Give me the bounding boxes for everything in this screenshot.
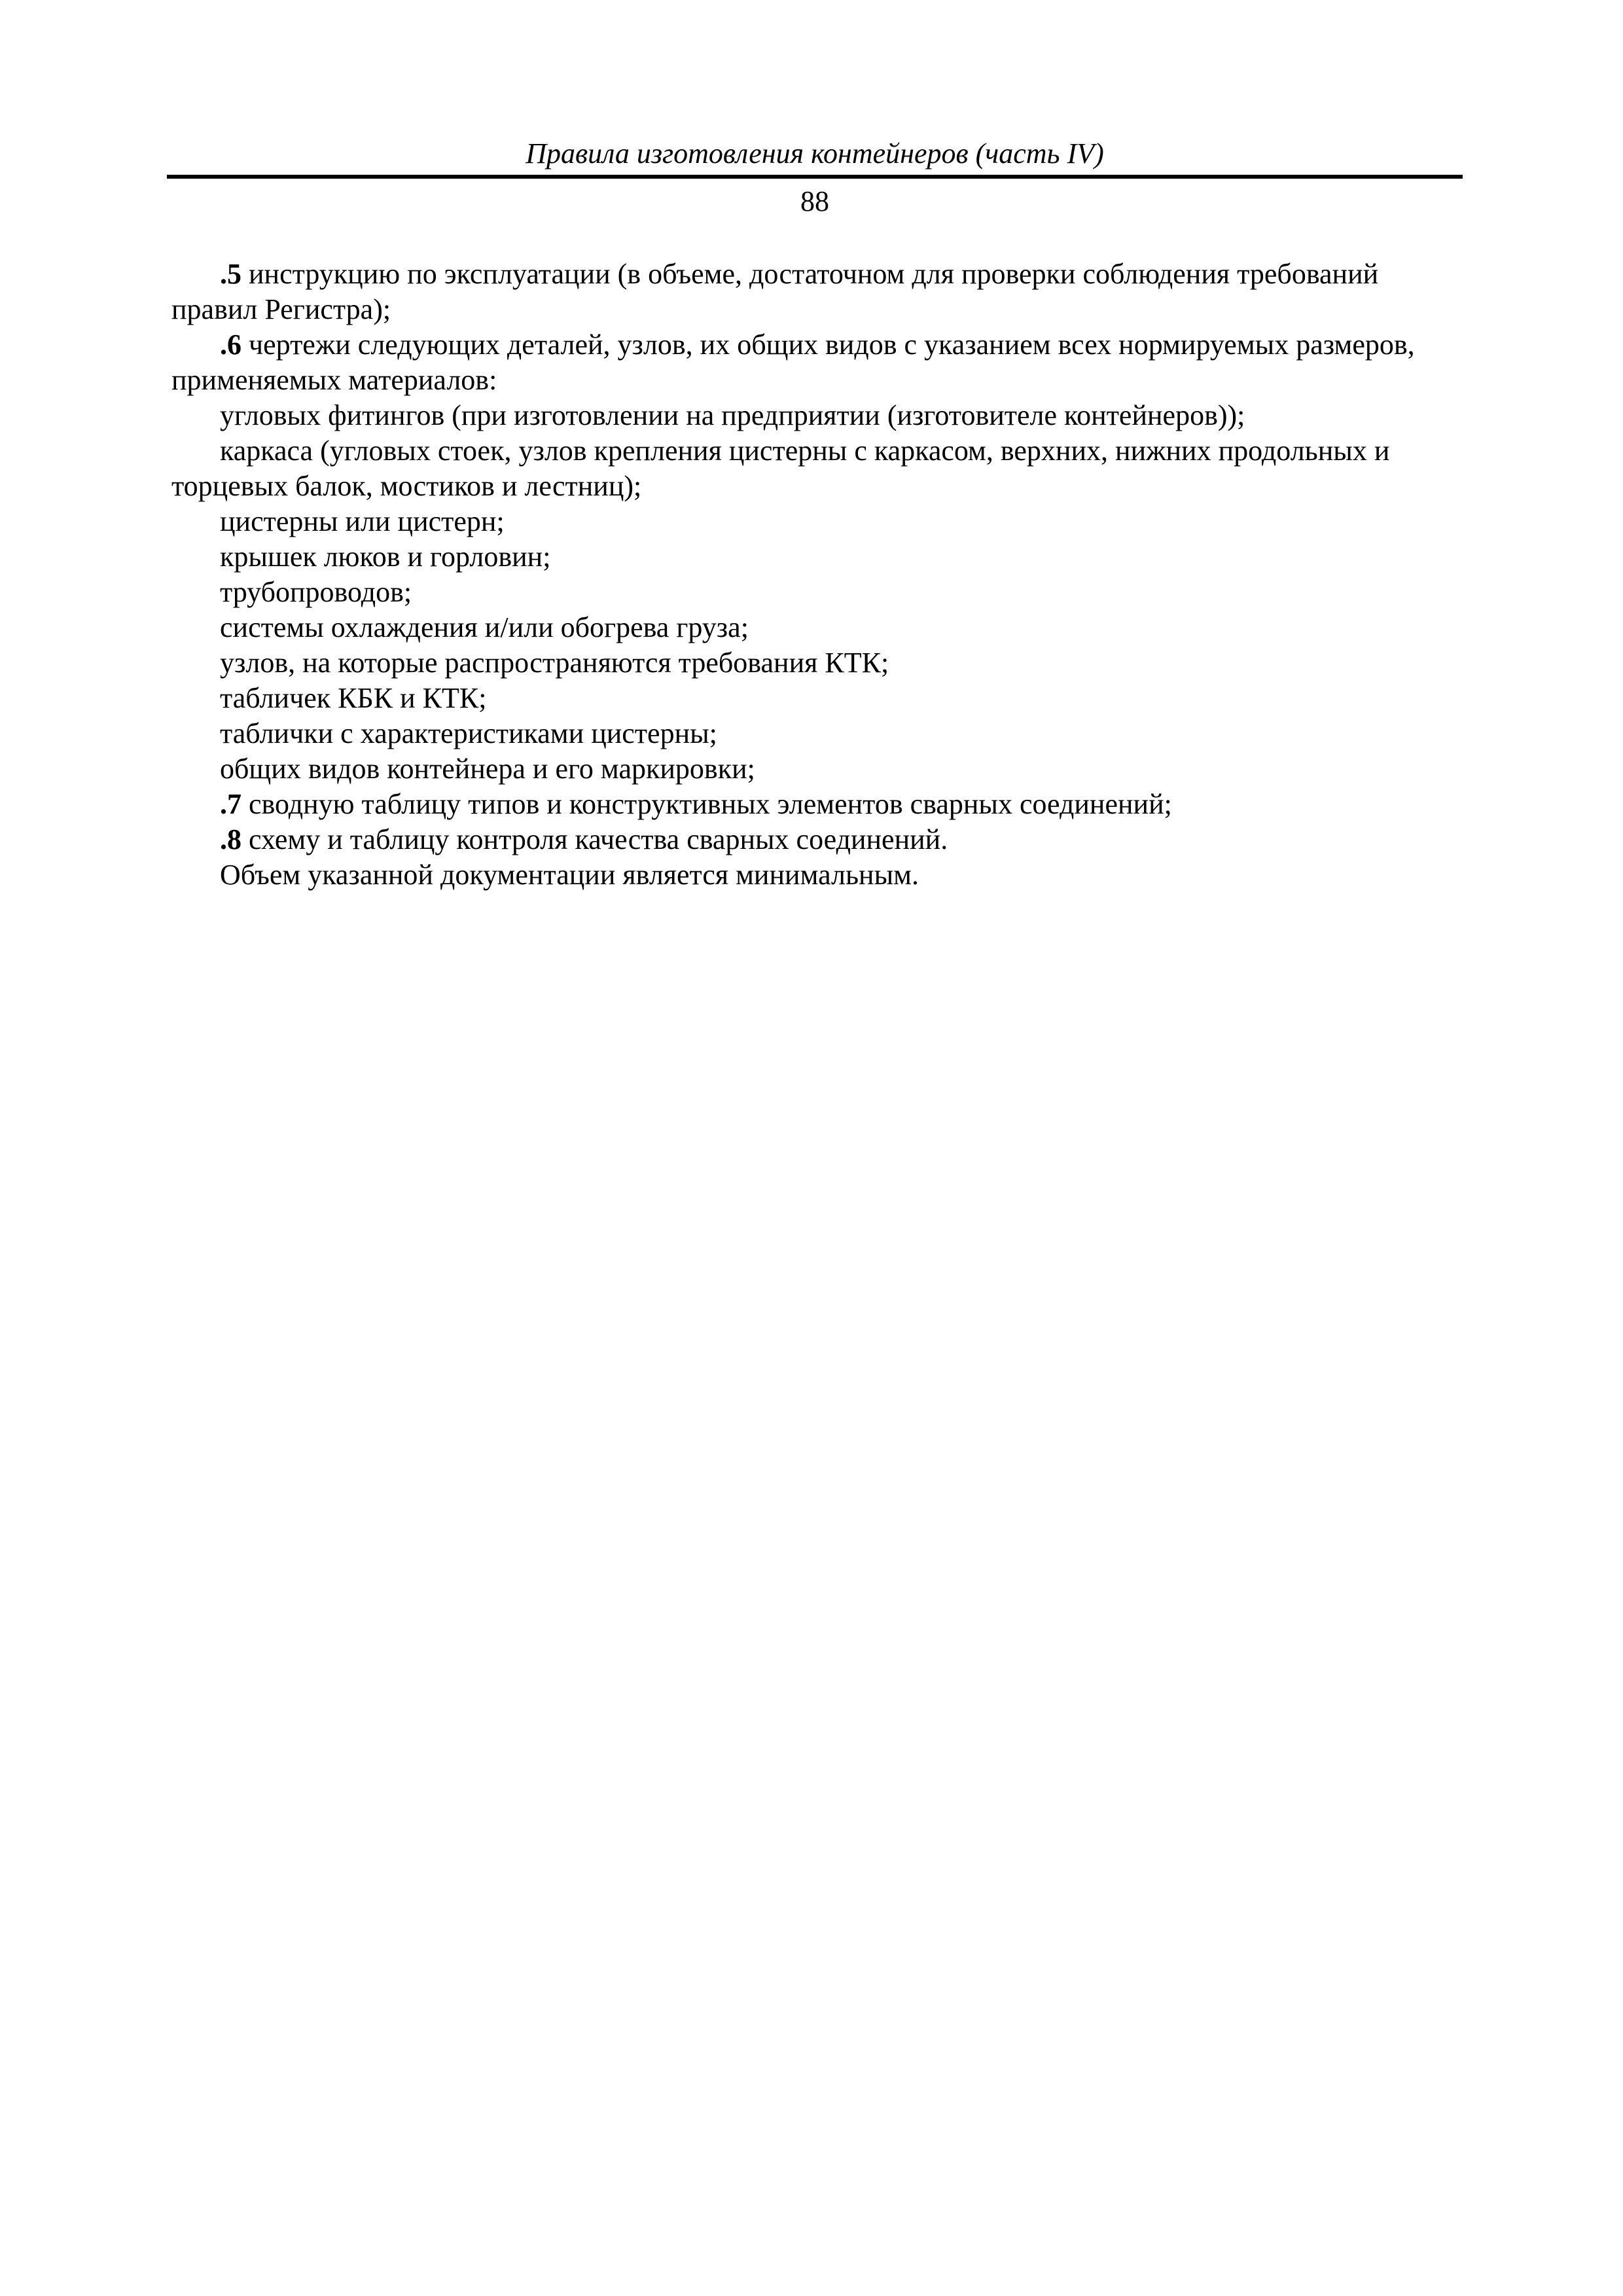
header-divider [167, 175, 1463, 179]
paragraph-item-5 [171, 257, 1458, 327]
item-number: .7 [220, 788, 241, 820]
document-body [171, 257, 1458, 893]
item-text: схему и таблицу контроля качества сварных соединений. [241, 823, 948, 855]
list-item: каркаса (угловых стоек, узлов крепления цистерны с каркасом, верхних, нижних продольных и торцевых балок, мостиков и лестниц); [171, 435, 1390, 502]
running-title: Правила изготовления контейнеров (часть IV) [526, 137, 1104, 170]
paragraph-item-7 [171, 787, 1458, 822]
page-number: 88 [800, 185, 829, 217]
list-item: узлов, на которые распространяются требования КТК; [220, 647, 889, 679]
list-item: крышек люков и горловин; [220, 541, 551, 573]
paragraph-item-8 [171, 822, 1458, 857]
item-number: .8 [220, 823, 241, 855]
item-text: чертежи следующих деталей, узлов, их общих видов с указанием всех нормируемых размеров, применяемых материалов: [171, 329, 1415, 396]
item-text: инструкцию по эксплуатации (в объеме, достаточном для проверки соблюдения требований правил Регистра); [171, 258, 1379, 325]
list-item: трубопроводов; [220, 576, 412, 608]
paragraph-item-6 [171, 327, 1458, 398]
item-number: .6 [220, 329, 241, 361]
item-text: сводную таблицу типов и конструктивных элементов сварных соединений; [241, 788, 1172, 820]
list-item: общих видов контейнера и его маркировки; [220, 753, 755, 785]
closing-paragraph: Объем указанной документации является минимальным. [220, 859, 919, 891]
list-item: цистерны или цистерн; [220, 505, 505, 537]
list-item: системы охлаждения и/или обогрева груза; [220, 611, 749, 643]
item-number: .5 [220, 258, 241, 290]
list-item: табличек КБК и КТК; [220, 682, 487, 714]
list-item: таблички с характеристиками цистерны; [220, 717, 717, 749]
list-item: угловых фитингов (при изготовлении на предприятии (изготовителе контейнеров)); [220, 399, 1245, 431]
